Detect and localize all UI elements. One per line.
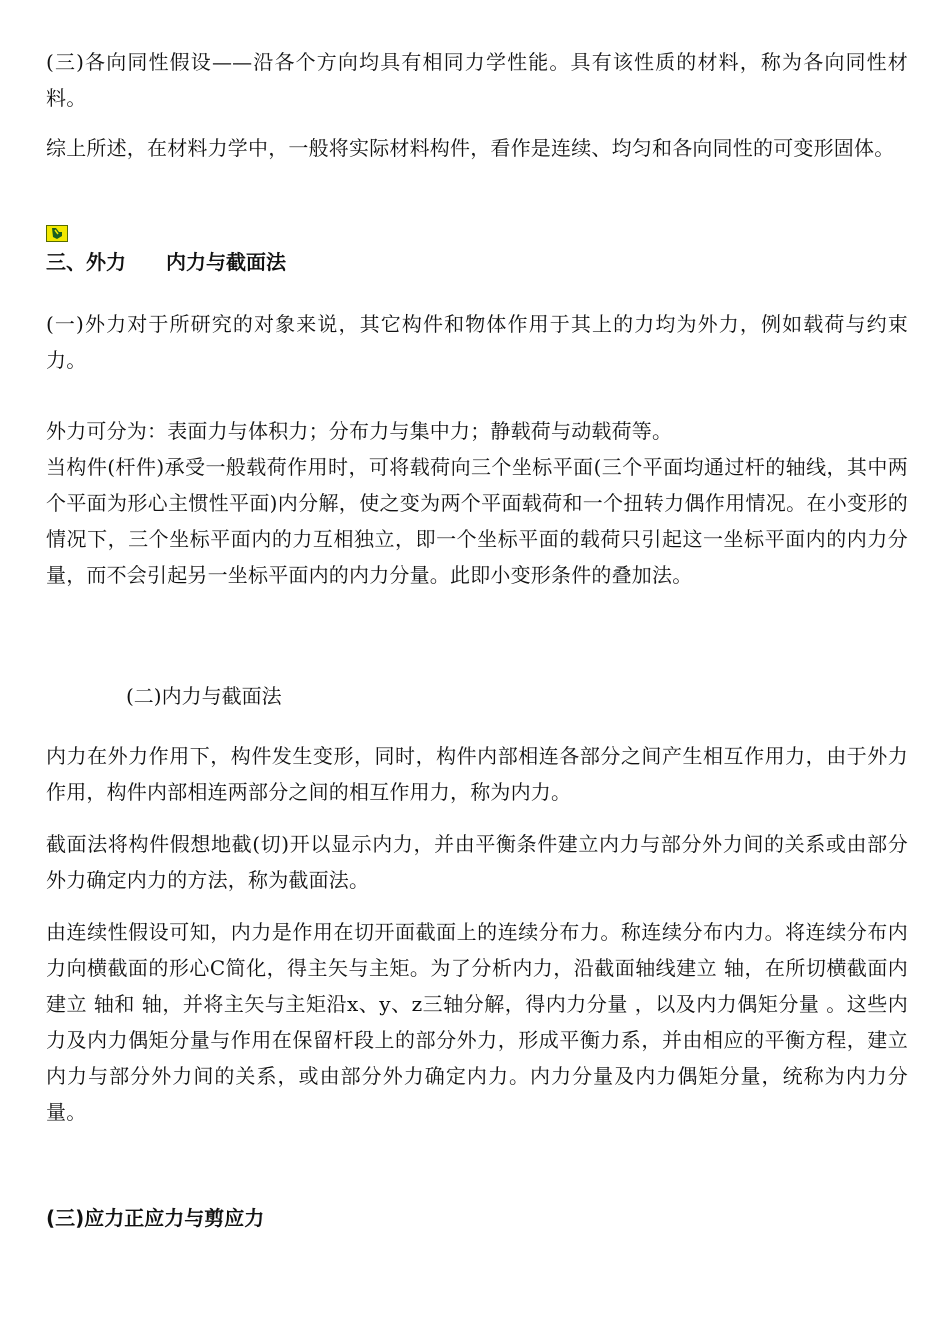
nav-arrow-icon[interactable] [46, 225, 68, 242]
paragraph-load-decomposition: 当构件(杆件)承受一般载荷作用时，可将载荷向三个坐标平面(三个平面均通过杆的轴线，其中两个平面为形心主惯性平面)内分解，使之变为两个平面载荷和一个扭转力偶作用情况。在小变形的情况下，三个坐标平面内的力互相独立，即一个坐标平面的载荷只引起这一坐标平面内的内力分量，而不会引起另一坐标平面内的内力分量。此即小变形条件的叠加法。 [46, 455, 908, 587]
subsection-heading-stress: (三)应力正应力与剪应力 [46, 1206, 265, 1230]
paragraph-isotropy-assumption: (三)各向同性假设——沿各个方向均具有相同力学性能。具有该性质的材料，称为各向同性材料。 [46, 50, 908, 110]
paragraph-internal-force-definition: 内力在外力作用下，构件发生变形，同时，构件内部相连各部分之间产生相互作用力，由于外力作用，构件内部相连两部分之间的相互作用力，称为内力。 [46, 744, 908, 804]
paragraph-internal-force-components: 由连续性假设可知，内力是作用在切开面截面上的连续分布力。称连续分布内力。将连续分布内力向横截面的形心C简化，得主矢与主矩。为了分析内力，沿截面轴线建立 轴，在所切横截面内建立 轴和 轴，并将主矢与主矩沿x、y、z三轴分解，得内力分量 ，以及内力偶矩分量 。这些内力及内力偶矩分量与作用在保留杆段上的部分外力，形成平衡力系，并由相应的平衡方程，建立内力与部分外力间的关系，或由部分外力确定内力。内力分量及内力偶矩分量，统称为内力分量。 [46, 920, 908, 1124]
subsection-heading-internal-force: (二)内力与截面法 [126, 684, 282, 708]
nav-arrow-glyph [47, 226, 67, 241]
paragraph-external-force-types: 外力可分为：表面力与体积力；分布力与集中力；静载荷与动载荷等。 [46, 419, 673, 443]
paragraph-external-force-definition: (一)外力对于所研究的对象来说，其它构件和物体作用于其上的力均为外力，例如载荷与约束力。 [46, 312, 908, 372]
paragraph-section-method: 截面法将构件假想地截(切)开以显示内力，并由平衡条件建立内力与部分外力间的关系或由部分外力确定内力的方法，称为截面法。 [46, 832, 908, 892]
section-heading-external-force: 三、外力 内力与截面法 [46, 250, 286, 274]
paragraph-summary: 综上所述，在材料力学中，一般将实际材料构件，看作是连续、均匀和各向同性的可变形固体。 [46, 136, 895, 160]
